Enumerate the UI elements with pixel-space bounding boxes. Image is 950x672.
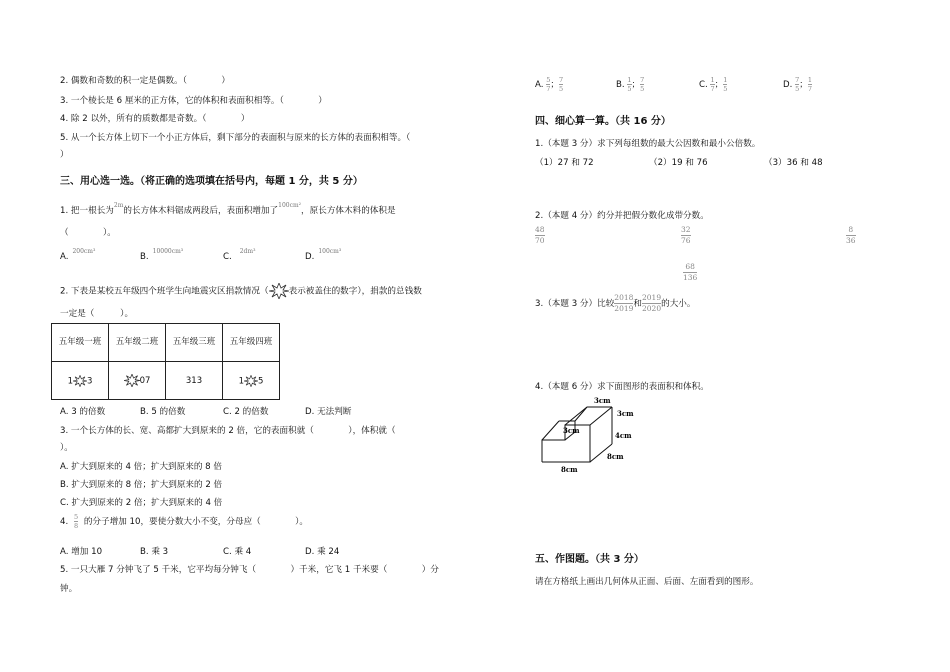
option-d-value: 100cm³ xyxy=(318,248,342,255)
label-inner: 3cm xyxy=(563,426,580,435)
section-3-title: 三、用心选一选。（将正确的选项填在括号内，每题 1 分，共 5 分） xyxy=(60,176,363,187)
choice-q4-option-d: D. 乘 24 xyxy=(305,547,340,557)
option-fraction-2 xyxy=(808,76,812,93)
option-b-label: B. xyxy=(140,252,149,262)
calc-q1-item-2: （2）19 和 76 xyxy=(649,158,708,168)
label-depth: 8cm xyxy=(607,452,624,461)
label-right-height: 4cm xyxy=(615,431,632,440)
choice-q4-text-1: 4. xyxy=(60,517,69,527)
label-top: 3cm xyxy=(594,396,611,405)
option-fraction-2 xyxy=(723,76,727,93)
drawing-q: 请在方格纸上画出几何体从正面、后面、左面看到的图形。 xyxy=(535,577,759,587)
choice-q3: 3. 一个长方体的长、宽、高都扩大到原来的 2 倍，它的表面积就（ ），体积就（ xyxy=(60,426,396,436)
option-a-label: A. xyxy=(60,252,69,262)
calc-q3-and: 和 xyxy=(633,299,642,309)
denominator: 136 xyxy=(683,273,698,282)
choice-q1-option-a xyxy=(60,248,96,262)
judge-q3: 3. 一个棱长是 6 厘米的正方体，它的体积和表面积相等。（ ） xyxy=(60,96,327,106)
donation-table xyxy=(51,323,280,400)
choice-q1-option-d xyxy=(305,248,342,262)
choice-q4-option-b: B. 乘 3 xyxy=(140,547,169,557)
section-4-title: 四、细心算一算。（共 16 分） xyxy=(535,116,671,127)
separator: ； xyxy=(799,80,808,90)
choice-q1-area: 100cm² xyxy=(278,202,302,209)
option-c-label: C. xyxy=(223,252,232,262)
choice-q1 xyxy=(60,204,396,216)
fraction-2018-2019 xyxy=(614,293,633,314)
choice-q2-text-2: 表示被盖住的数字），捐款的总钱数 xyxy=(288,286,422,297)
choice-q1-text-2: 的长方体木料锯成两段后，表面积增加了 xyxy=(123,206,279,216)
choice-q2-option-a: A. 3 的倍数 xyxy=(60,407,106,417)
option-fraction-2 xyxy=(640,76,644,93)
numerator: 48 xyxy=(535,225,545,234)
calc-q1-item-3: （3）36 和 48 xyxy=(764,158,823,168)
denominator: 7 xyxy=(710,85,715,93)
option-a-value: 200cm³ xyxy=(72,248,96,255)
judge-q4: 4. 除 2 以外，所有的质数都是奇数。（ ） xyxy=(60,114,250,124)
choice-q5: 5. 一只大雁 7 分钟飞了 5 千米，它平均每分钟飞（ ）千米，它飞 1 千米要（ ）分 xyxy=(60,565,439,575)
numerator: 2018 xyxy=(614,293,634,302)
numerator: 1 xyxy=(710,76,715,84)
fraction-option-a xyxy=(535,76,563,93)
judge-q5: 5. 从一个长方体上切下一个小正方体后，剩下部分的表面积与原来的长方体的表面积相等。（ xyxy=(60,133,411,143)
denominator: 76 xyxy=(681,236,691,245)
choice-q4-option-c: C. 乘 4 xyxy=(223,547,252,557)
separator: ； xyxy=(631,80,641,90)
denominator: 70 xyxy=(535,236,545,245)
choice-q2 xyxy=(60,283,422,299)
numerator: 32 xyxy=(681,225,691,234)
value-class-4 xyxy=(223,362,280,400)
denominator: 5 xyxy=(627,85,632,93)
header-class-2: 五年级二班 xyxy=(109,324,166,362)
choice-q3-option-a: A. 扩大到原来的 4 倍；扩大到原来的 8 倍 xyxy=(60,462,222,472)
choice-q1-option-c xyxy=(223,248,256,262)
starburst-icon xyxy=(124,374,140,387)
denominator: 2019 xyxy=(614,304,634,313)
starburst-icon xyxy=(269,283,289,299)
starburst-icon xyxy=(73,375,87,387)
choice-q5-end: 钟。 xyxy=(60,584,78,594)
judge-q2: 2. 偶数和奇数的积一定是偶数。（ ） xyxy=(60,76,230,86)
fraction-option-d xyxy=(783,76,812,93)
denominator: 2020 xyxy=(642,304,662,313)
label-bottom: 8cm xyxy=(561,465,578,474)
header-class-4: 五年级四班 xyxy=(223,324,280,362)
choice-q2-text-1: 2. 下表是某校五年级四个班学生向地震灾区捐款情况（ xyxy=(60,286,269,297)
option-label: D. xyxy=(783,80,793,90)
calc-q3-text-1: 3.（本题 3 分）比较 xyxy=(535,299,615,309)
option-d-label: D. xyxy=(305,252,315,262)
option-b-value: 10000cm³ xyxy=(152,248,184,255)
numerator: 68 xyxy=(685,262,695,271)
value-1-suffix: 3 xyxy=(87,376,93,386)
fraction-option-c xyxy=(699,76,727,93)
choice-q1-length: 2m xyxy=(113,202,124,209)
numerator: 7 xyxy=(795,76,800,84)
separator: ； xyxy=(714,80,724,90)
choice-q4 xyxy=(60,513,308,530)
fraction-five-eighths xyxy=(74,513,78,530)
fraction-8-36 xyxy=(846,225,856,246)
value-class-1 xyxy=(52,362,109,400)
calc-q1: 1.（本题 3 分）求下列每组数的最大公因数和最小公倍数。 xyxy=(535,139,761,149)
fraction-numerator: 5 xyxy=(73,513,79,521)
option-label: C. xyxy=(699,80,708,90)
choice-q3-option-c: C. 扩大到原来的 2 倍；扩大到原来的 4 倍 xyxy=(60,498,223,508)
fraction-2019-2020 xyxy=(642,293,661,314)
numerator: 1 xyxy=(807,76,812,84)
header-class-1: 五年级一班 xyxy=(52,324,109,362)
numerator: 5 xyxy=(546,76,551,84)
denominator: 36 xyxy=(846,236,856,245)
value-4-prefix: 1 xyxy=(238,376,244,386)
value-2-suffix: 07 xyxy=(139,376,151,386)
choice-q3-option-b: B. 扩大到原来的 8 倍；扩大到原来的 2 倍 xyxy=(60,480,223,490)
choice-q2-option-b: B. 5 的倍数 xyxy=(140,407,186,417)
section-5-title: 五、作图题。（共 3 分） xyxy=(535,554,644,565)
denominator: 7 xyxy=(807,85,812,93)
choice-q1-text-1: 1. 把一根长为 xyxy=(60,206,114,216)
calc-q3 xyxy=(535,293,695,314)
separator: ； xyxy=(550,80,559,90)
table-header-row xyxy=(52,324,280,362)
denominator: 7 xyxy=(546,85,551,93)
stepped-prism-figure xyxy=(537,394,637,474)
denominator: 5 xyxy=(640,85,645,93)
choice-q1-text-3: ，原长方体木料的体积是 xyxy=(301,206,396,216)
choice-q2-option-c: C. 2 的倍数 xyxy=(223,407,269,417)
fraction-32-76 xyxy=(681,225,691,246)
option-c-value: 2dm³ xyxy=(239,248,256,255)
header-class-3: 五年级三班 xyxy=(166,324,223,362)
calc-q4: 4.（本题 6 分）求下面图形的表面积和体积。 xyxy=(535,382,709,392)
judge-q5-end: ） xyxy=(60,150,69,160)
choice-q2-blank: 一定是（ ）。 xyxy=(60,309,134,319)
denominator: 5 xyxy=(795,85,800,93)
choice-q3-end: ）。 xyxy=(60,443,73,453)
numerator: 7 xyxy=(558,76,564,84)
value-1-prefix: 1 xyxy=(67,376,73,386)
fraction-48-70 xyxy=(535,225,545,246)
option-fraction-2 xyxy=(559,76,563,93)
numerator: 1 xyxy=(723,76,728,84)
choice-q1-option-b xyxy=(140,248,184,262)
numerator: 2019 xyxy=(642,293,662,302)
option-label: B. xyxy=(616,80,625,90)
denominator: 5 xyxy=(558,85,564,93)
calc-q1-item-1: （1）27 和 72 xyxy=(535,158,594,168)
label-step-side: 3cm xyxy=(617,409,634,418)
option-label: A. xyxy=(535,80,544,90)
fraction-68-136 xyxy=(683,262,697,283)
fraction-denominator: 8 xyxy=(73,522,79,530)
denominator: 5 xyxy=(723,85,728,93)
numerator: 7 xyxy=(640,76,645,84)
fraction-option-b xyxy=(616,76,644,93)
choice-q2-option-d: D. 无法判断 xyxy=(305,407,352,417)
calc-q3-text-2: 的大小。 xyxy=(661,299,696,309)
choice-q4-text-2: 的分子增加 10，要使分数大小不变，分母应（ ）。 xyxy=(83,517,309,527)
choice-q4-option-a: A. 增加 10 xyxy=(60,547,103,557)
table-value-row xyxy=(52,362,280,400)
starburst-icon xyxy=(244,375,258,387)
numerator: 1 xyxy=(627,76,632,84)
choice-q1-blank: （ ）。 xyxy=(60,228,116,238)
calc-q2: 2.（本题 4 分）约分并把假分数化成带分数。 xyxy=(535,211,709,221)
value-4-suffix: 5 xyxy=(258,376,264,386)
value-class-2 xyxy=(109,362,166,400)
numerator: 8 xyxy=(848,225,854,234)
value-class-3: 313 xyxy=(166,362,223,400)
